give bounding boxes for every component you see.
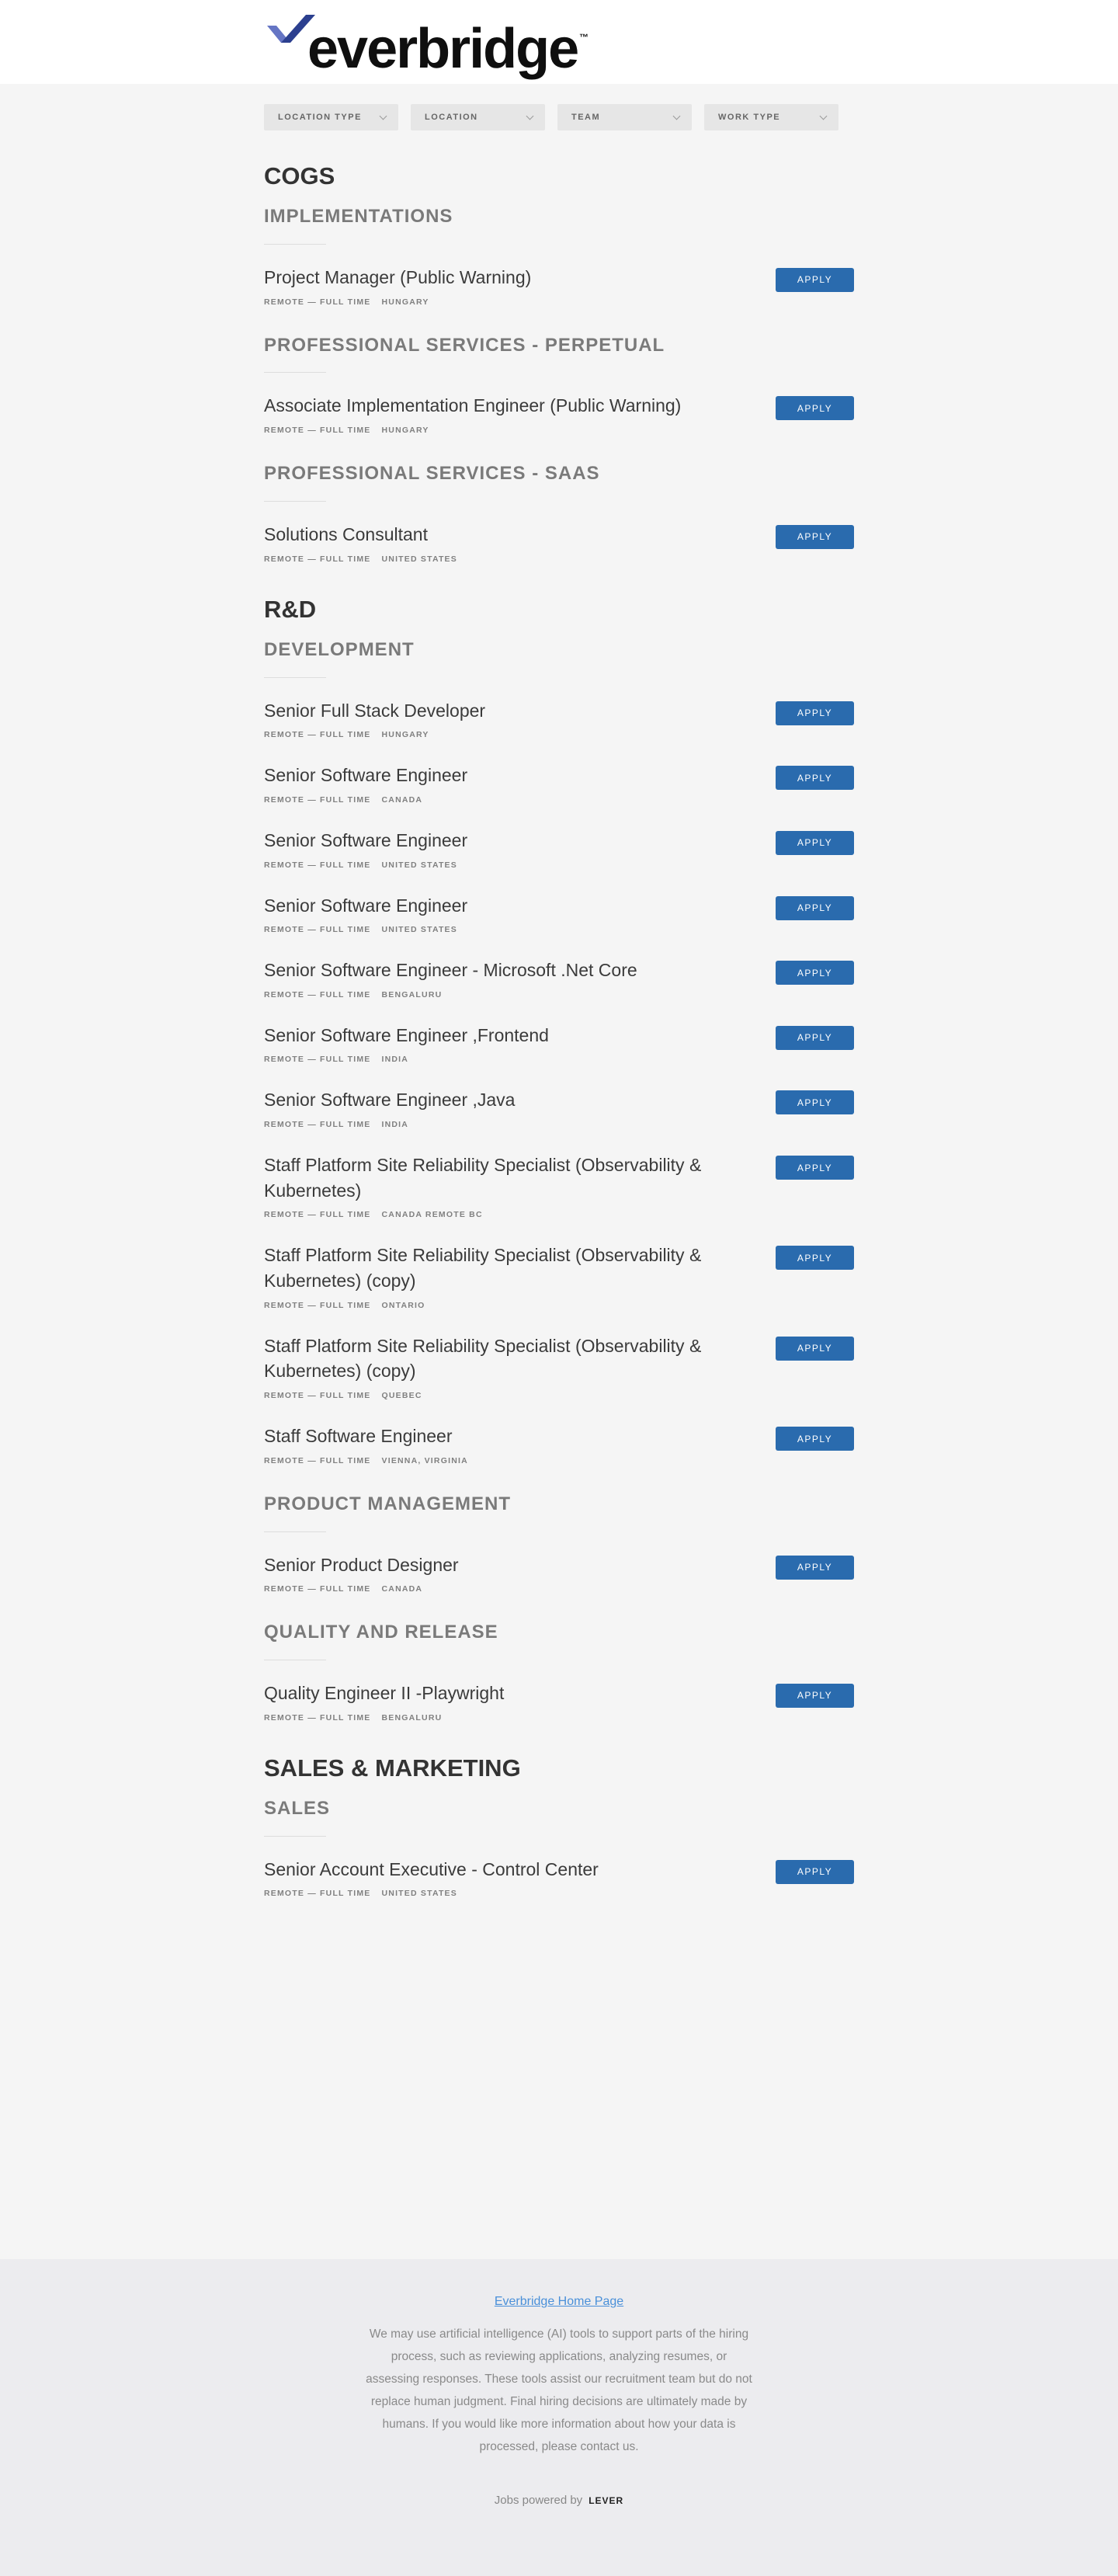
job-posting[interactable] bbox=[264, 828, 854, 870]
chevron-down-icon bbox=[526, 112, 534, 120]
job-title[interactable]: Senior Software Engineer bbox=[264, 895, 468, 916]
job-posting[interactable] bbox=[264, 1552, 854, 1594]
job-meta bbox=[264, 1055, 738, 1064]
job-meta bbox=[264, 990, 738, 999]
job-meta bbox=[264, 554, 738, 564]
filter-location-type[interactable] bbox=[264, 104, 398, 130]
apply-button[interactable]: APPLY bbox=[776, 268, 854, 292]
job-location: CANADA bbox=[381, 1584, 423, 1594]
job-commitment: REMOTE — FULL TIME bbox=[264, 1455, 371, 1465]
filter-label: LOCATION TYPE bbox=[278, 113, 362, 122]
filter-label: LOCATION bbox=[425, 113, 478, 122]
job-posting[interactable] bbox=[264, 393, 854, 435]
job-title[interactable]: Quality Engineer II -Playwright bbox=[264, 1682, 505, 1703]
job-meta bbox=[264, 426, 738, 435]
job-posting[interactable] bbox=[264, 1152, 854, 1219]
job-title[interactable]: Associate Implementation Engineer (Public Warning) bbox=[264, 395, 682, 416]
job-title[interactable]: Senior Software Engineer ,Frontend bbox=[264, 1024, 549, 1045]
job-commitment: REMOTE — FULL TIME bbox=[264, 1120, 371, 1130]
everbridge-logo[interactable] bbox=[264, 12, 589, 80]
postings-list bbox=[264, 162, 854, 1898]
job-meta bbox=[264, 1456, 738, 1465]
team-heading: PROFESSIONAL SERVICES - SAAS bbox=[264, 463, 600, 485]
job-title[interactable]: Solutions Consultant bbox=[264, 523, 428, 544]
team-heading: DEVELOPMENT bbox=[264, 638, 415, 660]
team-divider bbox=[264, 677, 326, 678]
filter-bar bbox=[264, 84, 854, 130]
job-meta bbox=[264, 1391, 738, 1400]
apply-button[interactable]: APPLY bbox=[776, 525, 854, 549]
apply-button[interactable]: APPLY bbox=[776, 766, 854, 790]
job-location: CANADA REMOTE BC bbox=[381, 1210, 483, 1220]
job-posting[interactable] bbox=[264, 1424, 854, 1465]
job-commitment: REMOTE — FULL TIME bbox=[264, 989, 371, 999]
apply-button[interactable]: APPLY bbox=[776, 1026, 854, 1050]
job-location: HUNGARY bbox=[381, 730, 429, 740]
job-meta bbox=[264, 297, 738, 307]
job-location: INDIA bbox=[381, 1120, 409, 1130]
ai-disclaimer: We may use artificial intelligence (AI) tools to support parts of the hiring process, such as reviewing applications, analyzing resumes, or assessing responses. These tools assist our recruitment team but do not replace human judgment. Final hiring decisions are ultimately made by humans. If you would like more information about how your data is processed, please contact us. bbox=[366, 2327, 752, 2453]
job-commitment: REMOTE — FULL TIME bbox=[264, 1210, 371, 1220]
team-divider bbox=[264, 501, 326, 502]
team-divider bbox=[264, 372, 326, 373]
job-meta bbox=[264, 1713, 738, 1723]
job-commitment: REMOTE — FULL TIME bbox=[264, 297, 371, 307]
apply-button[interactable]: APPLY bbox=[776, 1427, 854, 1451]
job-title[interactable]: Project Manager (Public Warning) bbox=[264, 266, 532, 287]
apply-button[interactable]: APPLY bbox=[776, 1556, 854, 1580]
powered-by-text: Jobs powered by bbox=[494, 2494, 583, 2507]
apply-button[interactable]: APPLY bbox=[776, 1860, 854, 1884]
apply-button[interactable]: APPLY bbox=[776, 961, 854, 985]
apply-button[interactable]: APPLY bbox=[776, 1246, 854, 1270]
job-location: UNITED STATES bbox=[381, 554, 457, 564]
team-heading: PRODUCT MANAGEMENT bbox=[264, 1493, 511, 1514]
job-posting[interactable] bbox=[264, 763, 854, 805]
job-meta bbox=[264, 925, 738, 934]
team-divider bbox=[264, 244, 326, 245]
team-heading: IMPLEMENTATIONS bbox=[264, 206, 453, 228]
job-commitment: REMOTE — FULL TIME bbox=[264, 1889, 371, 1899]
apply-button[interactable]: APPLY bbox=[776, 1156, 854, 1180]
logo-wordmark: everbridge bbox=[307, 18, 578, 80]
lever-logo[interactable]: LEVER bbox=[589, 2495, 624, 2506]
filter-label: TEAM bbox=[571, 113, 601, 122]
job-posting[interactable] bbox=[264, 958, 854, 999]
job-commitment: REMOTE — FULL TIME bbox=[264, 426, 371, 436]
team-heading: PROFESSIONAL SERVICES - PERPETUAL bbox=[264, 334, 665, 356]
job-title[interactable]: Senior Software Engineer ,Java bbox=[264, 1090, 516, 1111]
team-divider bbox=[264, 1836, 326, 1837]
job-commitment: REMOTE — FULL TIME bbox=[264, 730, 371, 740]
job-title[interactable]: Senior Account Executive - Control Center bbox=[264, 1858, 599, 1879]
job-posting[interactable] bbox=[264, 1087, 854, 1129]
job-posting[interactable] bbox=[264, 265, 854, 307]
trademark-mark: ™ bbox=[579, 32, 589, 43]
apply-button[interactable]: APPLY bbox=[776, 701, 854, 725]
job-commitment: REMOTE — FULL TIME bbox=[264, 860, 371, 870]
job-commitment: REMOTE — FULL TIME bbox=[264, 554, 371, 564]
team-heading: SALES bbox=[264, 1797, 331, 1819]
job-meta bbox=[264, 1210, 738, 1219]
job-posting[interactable] bbox=[264, 1681, 854, 1723]
filter-location[interactable] bbox=[411, 104, 545, 130]
job-title[interactable]: Senior Product Designer bbox=[264, 1554, 459, 1575]
powered-by bbox=[0, 2494, 1118, 2507]
team-divider bbox=[264, 1531, 326, 1532]
job-posting[interactable] bbox=[264, 893, 854, 935]
job-meta bbox=[264, 795, 738, 805]
filter-work-type[interactable] bbox=[704, 104, 838, 130]
job-commitment: REMOTE — FULL TIME bbox=[264, 1300, 371, 1310]
department-heading: SALES & MARKETING bbox=[264, 1754, 521, 1782]
job-title[interactable]: Senior Software Engineer - Microsoft .Net Core bbox=[264, 960, 637, 981]
job-location: BENGALURU bbox=[381, 989, 443, 999]
filter-label: WORK TYPE bbox=[718, 113, 781, 122]
job-title[interactable]: Staff Platform Site Reliability Specialist (Observability & Kubernetes) (copy) bbox=[264, 1335, 702, 1382]
job-meta bbox=[264, 1584, 738, 1594]
postings-container bbox=[264, 84, 854, 1898]
job-location: HUNGARY bbox=[381, 426, 429, 436]
job-title[interactable]: Senior Software Engineer bbox=[264, 765, 468, 786]
job-posting[interactable] bbox=[264, 1857, 854, 1899]
page-footer bbox=[0, 2259, 1118, 2576]
job-commitment: REMOTE — FULL TIME bbox=[264, 925, 371, 935]
job-commitment: REMOTE — FULL TIME bbox=[264, 1055, 371, 1065]
job-commitment: REMOTE — FULL TIME bbox=[264, 1391, 371, 1401]
apply-button[interactable]: APPLY bbox=[776, 1684, 854, 1708]
job-location: ONTARIO bbox=[381, 1300, 425, 1310]
apply-button[interactable]: APPLY bbox=[776, 1337, 854, 1361]
job-location: UNITED STATES bbox=[381, 925, 457, 935]
job-commitment: REMOTE — FULL TIME bbox=[264, 1712, 371, 1723]
job-posting[interactable] bbox=[264, 698, 854, 740]
job-location: INDIA bbox=[381, 1055, 409, 1065]
home-page-link[interactable]: Everbridge Home Page bbox=[494, 2295, 624, 2308]
job-commitment: REMOTE — FULL TIME bbox=[264, 794, 371, 805]
job-title[interactable]: Staff Software Engineer bbox=[264, 1426, 453, 1447]
job-title[interactable]: Staff Platform Site Reliability Specialist (Observability & Kubernetes) bbox=[264, 1155, 702, 1201]
department-heading: R&D bbox=[264, 595, 317, 623]
job-posting[interactable] bbox=[264, 1333, 854, 1400]
job-commitment: REMOTE — FULL TIME bbox=[264, 1584, 371, 1594]
job-location: UNITED STATES bbox=[381, 1889, 457, 1899]
job-meta bbox=[264, 1889, 738, 1898]
job-title[interactable]: Staff Platform Site Reliability Specialist (Observability & Kubernetes) (copy) bbox=[264, 1245, 702, 1291]
job-location: QUEBEC bbox=[381, 1391, 422, 1401]
apply-button[interactable]: APPLY bbox=[776, 396, 854, 420]
job-location: HUNGARY bbox=[381, 297, 429, 307]
job-posting[interactable] bbox=[264, 1023, 854, 1065]
job-posting[interactable] bbox=[264, 522, 854, 564]
job-meta bbox=[264, 860, 738, 870]
team-heading: QUALITY AND RELEASE bbox=[264, 1622, 498, 1643]
chevron-down-icon bbox=[820, 112, 828, 120]
chevron-down-icon bbox=[380, 112, 387, 120]
apply-button[interactable]: APPLY bbox=[776, 831, 854, 855]
job-meta bbox=[264, 1301, 738, 1310]
job-posting[interactable] bbox=[264, 1243, 854, 1309]
page-header bbox=[0, 0, 1118, 84]
apply-button[interactable]: APPLY bbox=[776, 1090, 854, 1114]
apply-button[interactable]: APPLY bbox=[776, 896, 854, 920]
job-meta bbox=[264, 1120, 738, 1129]
job-location: CANADA bbox=[381, 794, 423, 805]
job-title[interactable]: Senior Software Engineer bbox=[264, 829, 468, 850]
job-title[interactable]: Senior Full Stack Developer bbox=[264, 700, 486, 721]
chevron-down-icon bbox=[673, 112, 681, 120]
job-location: VIENNA, VIRGINIA bbox=[381, 1455, 468, 1465]
department-heading: COGS bbox=[264, 162, 335, 189]
job-meta bbox=[264, 730, 738, 739]
job-location: BENGALURU bbox=[381, 1712, 443, 1723]
job-location: UNITED STATES bbox=[381, 860, 457, 870]
filter-team[interactable] bbox=[557, 104, 692, 130]
